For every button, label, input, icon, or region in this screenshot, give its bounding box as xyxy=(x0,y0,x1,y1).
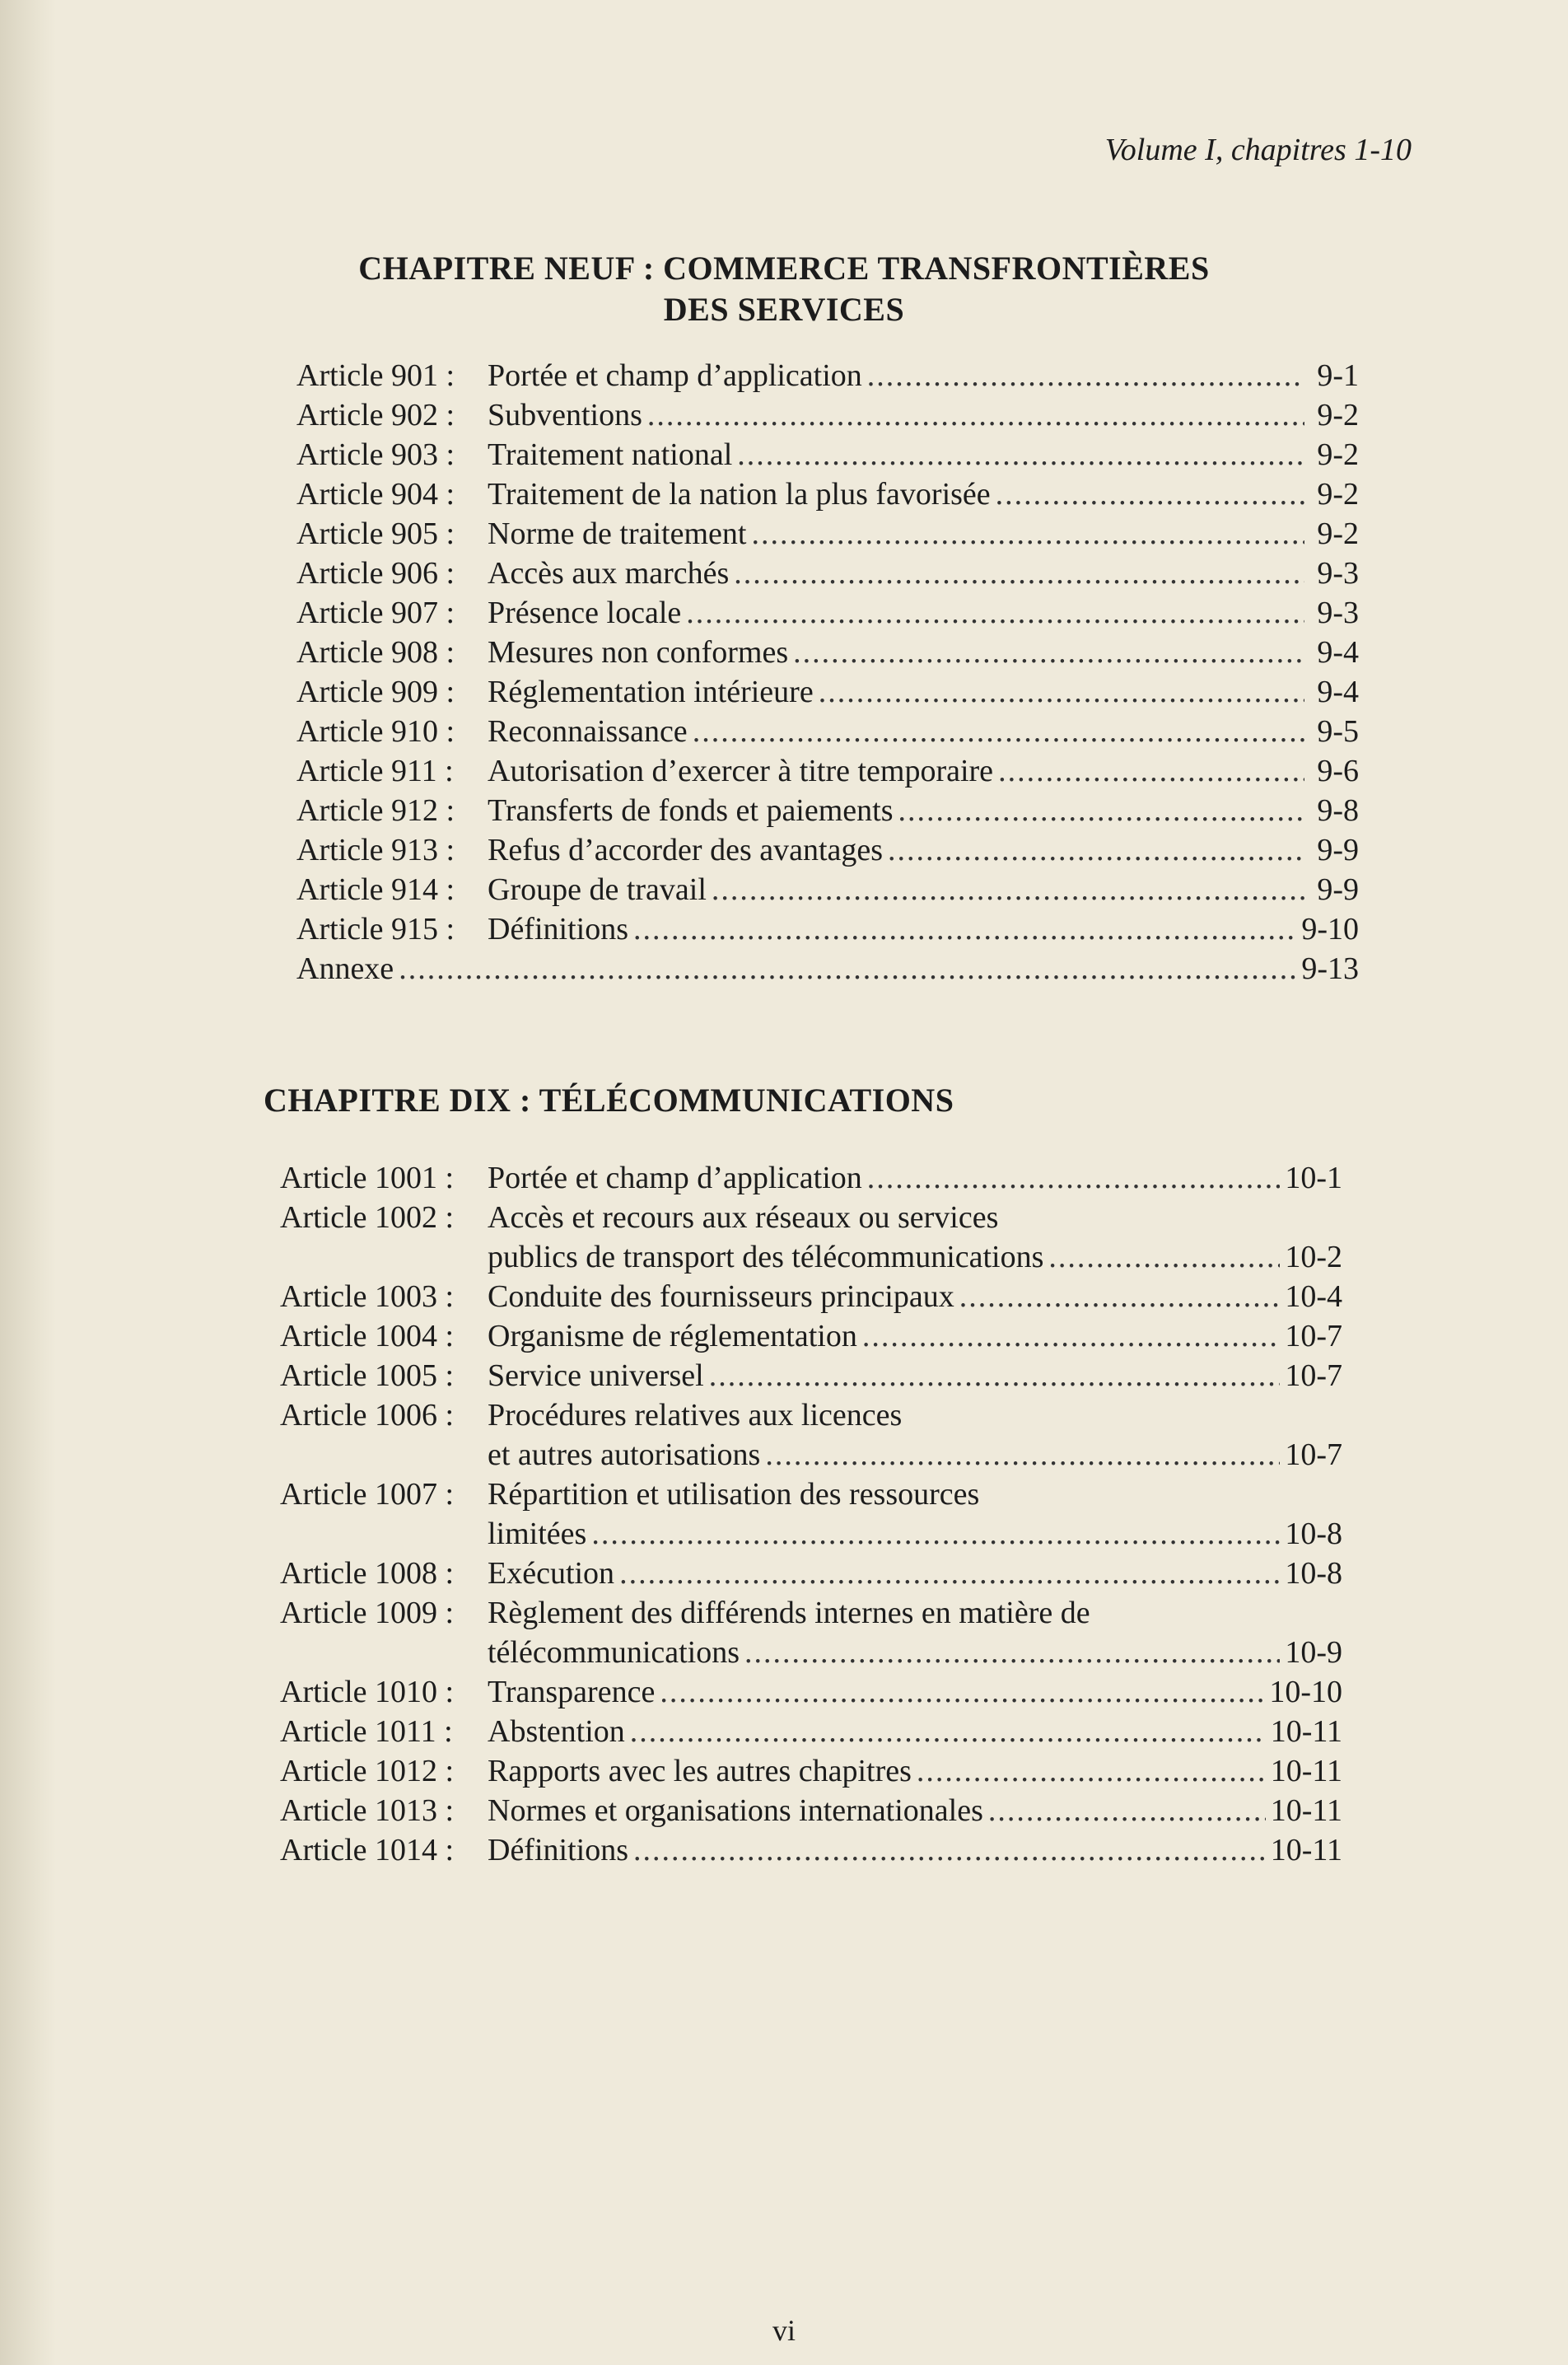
dot-leader xyxy=(751,514,1304,554)
dot-leader xyxy=(819,672,1304,712)
entry-title: limitées xyxy=(488,1517,587,1551)
dot-leader xyxy=(633,1830,1266,1870)
entry-title: Accès et recours aux réseaux ou services xyxy=(488,1200,999,1235)
chapter10-title: CHAPITRE DIX : TÉLÉCOMMUNICATIONS xyxy=(264,1082,954,1119)
entry-title: publics de transport des télécommunications xyxy=(488,1240,1044,1274)
entry-label: Article 1009 : xyxy=(280,1596,455,1630)
dot-leader xyxy=(709,1356,1281,1395)
chapter9-toc xyxy=(296,356,1359,989)
chapter9-toc-entry xyxy=(296,356,1359,395)
entry-label: Article 905 : xyxy=(296,516,455,551)
chapter10-toc-entry xyxy=(280,1395,1342,1435)
entry-label: Article 907 : xyxy=(296,596,455,630)
chapter9-toc-entry xyxy=(296,870,1359,909)
entry-label: Article 914 : xyxy=(296,872,455,907)
dot-leader xyxy=(898,791,1305,830)
entry-label: Article 1006 : xyxy=(280,1398,455,1433)
entry-title: Règlement des différends internes en matière de xyxy=(488,1596,1090,1630)
dot-leader xyxy=(765,1435,1280,1475)
chapter10-toc-entry xyxy=(280,1277,1342,1316)
entry-title: télécommunications xyxy=(488,1635,740,1670)
entry-title: Portée et champ d’application xyxy=(488,1161,862,1195)
entry-label: Article 911 : xyxy=(296,754,454,788)
entry-page: 10-2 xyxy=(1285,1240,1342,1274)
entry-page: 10-9 xyxy=(1285,1635,1342,1670)
chapter9-toc-entry xyxy=(296,909,1359,949)
entry-page: 9-2 xyxy=(1317,516,1359,551)
chapter10-toc-entry xyxy=(280,1830,1342,1870)
chapter10-toc-entry xyxy=(280,1712,1342,1751)
entry-page: 10-7 xyxy=(1285,1358,1342,1393)
entry-page: 10-11 xyxy=(1270,1793,1342,1828)
entry-title: Conduite des fournisseurs principaux xyxy=(488,1279,954,1314)
entry-title: Organisme de réglementation xyxy=(488,1319,857,1353)
dot-leader xyxy=(633,909,1296,949)
entry-title: Exécution xyxy=(488,1556,615,1591)
chapter9-toc-entry xyxy=(296,949,1359,989)
chapter9-toc-entry xyxy=(296,474,1359,514)
entry-page: 9-3 xyxy=(1317,596,1359,630)
entry-label: Article 912 : xyxy=(296,793,455,828)
dot-leader xyxy=(591,1514,1280,1554)
entry-label: Article 1007 : xyxy=(280,1477,455,1512)
entry-page: 10-8 xyxy=(1285,1556,1342,1591)
entry-label: Article 904 : xyxy=(296,477,455,512)
entry-title: Normes et organisations internationales xyxy=(488,1793,983,1828)
dot-leader xyxy=(998,751,1304,791)
dot-leader xyxy=(867,356,1304,395)
entry-page: 9-3 xyxy=(1317,556,1359,591)
entry-page: 9-5 xyxy=(1317,714,1359,749)
dot-leader xyxy=(917,1751,1266,1791)
entry-title: Définitions xyxy=(488,912,628,946)
dot-leader xyxy=(862,1316,1281,1356)
chapter10-toc-entry xyxy=(280,1158,1342,1198)
chapter10-toc-entry xyxy=(280,1316,1342,1356)
chapter9-title-line2: DES SERVICES xyxy=(663,291,905,328)
entry-title: Reconnaissance xyxy=(488,714,688,749)
dot-leader xyxy=(647,395,1304,435)
entry-label: Article 1005 : xyxy=(280,1358,455,1393)
running-header: Volume I, chapitres 1-10 xyxy=(1104,133,1412,167)
chapter9-title-line1: CHAPITRE NEUF : COMMERCE TRANSFRONTIÈRES xyxy=(358,250,1210,287)
entry-label: Article 908 : xyxy=(296,635,455,670)
entry-page: 9-9 xyxy=(1317,833,1359,867)
entry-title: Traitement de la nation la plus favorisée xyxy=(488,477,991,512)
entry-page: 9-2 xyxy=(1317,477,1359,512)
entry-title: Procédures relatives aux licences xyxy=(488,1398,903,1433)
dot-leader xyxy=(867,1158,1281,1198)
entry-page: 9-4 xyxy=(1317,635,1359,670)
entry-label: Article 901 : xyxy=(296,358,455,393)
entry-page: 10-7 xyxy=(1285,1437,1342,1472)
dot-leader xyxy=(712,870,1304,909)
entry-page: 9-1 xyxy=(1317,358,1359,393)
dot-leader xyxy=(737,435,1304,474)
dot-leader xyxy=(793,633,1304,672)
chapter10-toc-entry xyxy=(280,1633,1342,1672)
chapter9-toc-entry xyxy=(296,554,1359,593)
entry-label: Article 909 : xyxy=(296,675,455,709)
entry-label: Article 1011 : xyxy=(280,1714,453,1749)
chapter10-toc-entry xyxy=(280,1435,1342,1475)
entry-title: Définitions xyxy=(488,1833,628,1867)
entry-label: Article 1013 : xyxy=(280,1793,455,1828)
chapter9-toc-entry xyxy=(296,514,1359,554)
chapter9-toc-entry xyxy=(296,672,1359,712)
chapter9-toc-entry xyxy=(296,435,1359,474)
entry-label: Article 913 : xyxy=(296,833,455,867)
entry-page: 10-11 xyxy=(1270,1754,1342,1788)
entry-title: Rapports avec les autres chapitres xyxy=(488,1754,912,1788)
chapter10-toc-entry xyxy=(280,1356,1342,1395)
entry-label: Article 1012 : xyxy=(280,1754,455,1788)
dot-leader xyxy=(399,949,1296,989)
entry-title: Service universel xyxy=(488,1358,704,1393)
entry-page: 9-4 xyxy=(1317,675,1359,709)
entry-title: Mesures non conformes xyxy=(488,635,789,670)
entry-title: Portée et champ d’application xyxy=(488,358,862,393)
entry-label: Article 903 : xyxy=(296,437,455,472)
entry-label: Article 915 : xyxy=(296,912,455,946)
chapter9-toc-entry xyxy=(296,593,1359,633)
entry-page: 10-8 xyxy=(1285,1517,1342,1551)
entry-title: Autorisation d’exercer à titre temporaire xyxy=(488,754,994,788)
dot-leader xyxy=(1048,1237,1280,1277)
entry-page: 9-9 xyxy=(1317,872,1359,907)
entry-page: 10-11 xyxy=(1270,1833,1342,1867)
chapter10-toc-entry xyxy=(280,1672,1342,1712)
chapter9-toc-entry xyxy=(296,751,1359,791)
entry-title: Groupe de travail xyxy=(488,872,707,907)
chapter10-toc-entry xyxy=(280,1593,1342,1633)
dot-leader xyxy=(996,474,1304,514)
entry-title: Traitement national xyxy=(488,437,733,472)
chapter9-toc-entry xyxy=(296,395,1359,435)
entry-title: Norme de traitement xyxy=(488,516,747,551)
entry-label: Article 910 : xyxy=(296,714,455,749)
entry-label: Annexe xyxy=(296,951,394,986)
entry-page: 10-11 xyxy=(1270,1714,1342,1749)
dot-leader xyxy=(744,1633,1280,1672)
chapter10-toc-entry xyxy=(280,1475,1342,1514)
chapter10-toc-entry xyxy=(280,1514,1342,1554)
entry-title: Présence locale xyxy=(488,596,682,630)
entry-title: Réglementation intérieure xyxy=(488,675,814,709)
entry-title: Transferts de fonds et paiements xyxy=(488,793,894,828)
dot-leader xyxy=(988,1791,1266,1830)
page-number: vi xyxy=(772,2314,796,2347)
dot-leader xyxy=(630,1712,1266,1751)
dot-leader xyxy=(734,554,1304,593)
chapter10-toc-entry xyxy=(280,1554,1342,1593)
chapter9-toc-entry xyxy=(296,830,1359,870)
entry-title: Abstention xyxy=(488,1714,625,1749)
entry-label: Article 1014 : xyxy=(280,1833,455,1867)
entry-title: Subventions xyxy=(488,398,642,432)
entry-page: 10-4 xyxy=(1285,1279,1342,1314)
entry-label: Article 1001 : xyxy=(280,1161,455,1195)
entry-page: 10-1 xyxy=(1285,1161,1342,1195)
dot-leader xyxy=(686,593,1304,633)
chapter10-toc-entry xyxy=(280,1198,1342,1237)
entry-page: 9-2 xyxy=(1317,398,1359,432)
chapter10-toc-entry xyxy=(280,1791,1342,1830)
entry-page: 10-10 xyxy=(1269,1675,1342,1709)
entry-label: Article 906 : xyxy=(296,556,455,591)
chapter9-toc-entry xyxy=(296,791,1359,830)
entry-page: 9-2 xyxy=(1317,437,1359,472)
entry-label: Article 1010 : xyxy=(280,1675,455,1709)
entry-title: Répartition et utilisation des ressources xyxy=(488,1477,980,1512)
entry-label: Article 902 : xyxy=(296,398,455,432)
chapter9-toc-entry xyxy=(296,712,1359,751)
entry-title: Refus d’accorder des avantages xyxy=(488,833,884,867)
entry-title: Transparence xyxy=(488,1675,656,1709)
dot-leader xyxy=(888,830,1304,870)
chapter9-toc-entry xyxy=(296,633,1359,672)
entry-label: Article 1008 : xyxy=(280,1556,455,1591)
entry-page: 9-8 xyxy=(1317,793,1359,828)
dot-leader xyxy=(619,1554,1280,1593)
chapter10-toc-entry xyxy=(280,1237,1342,1277)
dot-leader xyxy=(693,712,1304,751)
entry-page: 10-7 xyxy=(1285,1319,1342,1353)
chapter10-toc-entry xyxy=(280,1751,1342,1791)
dot-leader xyxy=(959,1277,1281,1316)
dot-leader xyxy=(660,1672,1264,1712)
entry-label: Article 1003 : xyxy=(280,1279,455,1314)
book-spine-shadow xyxy=(0,0,56,2365)
entry-page: 9-6 xyxy=(1317,754,1359,788)
entry-title: et autres autorisations xyxy=(488,1437,761,1472)
chapter10-toc xyxy=(280,1158,1342,1870)
entry-label: Article 1004 : xyxy=(280,1319,455,1353)
entry-page: 9-10 xyxy=(1301,912,1359,946)
entry-page: 9-13 xyxy=(1301,951,1359,986)
entry-label: Article 1002 : xyxy=(280,1200,455,1235)
entry-title: Accès aux marchés xyxy=(488,556,730,591)
